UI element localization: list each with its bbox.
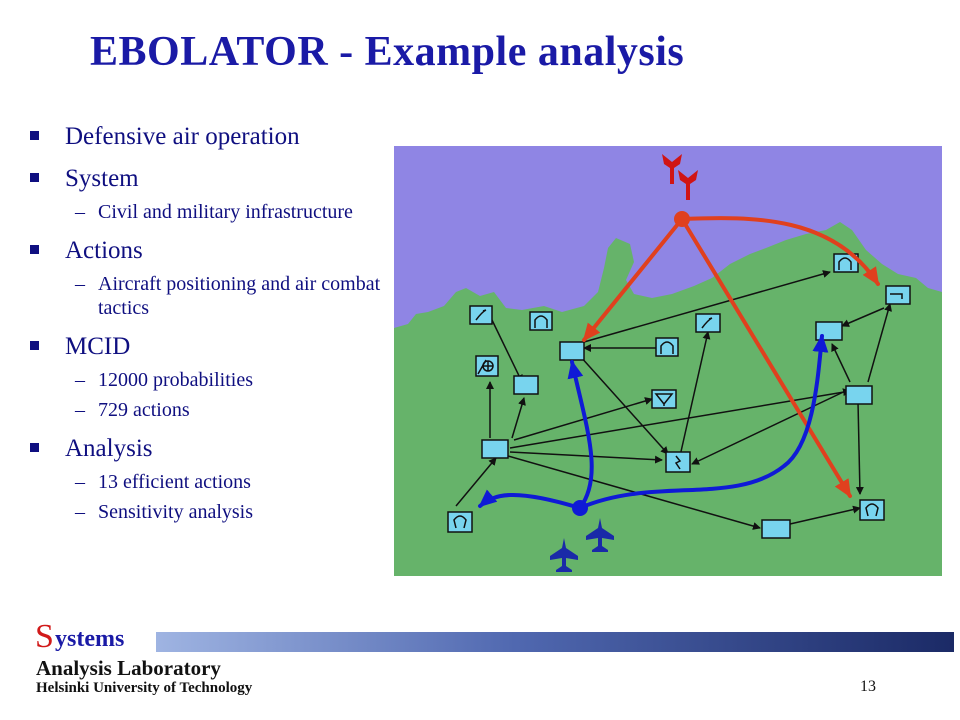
bullet-list bbox=[30, 122, 385, 536]
node-depot-icon bbox=[656, 338, 678, 356]
bullet-text: System bbox=[65, 165, 139, 192]
bullet-marker bbox=[30, 443, 39, 452]
sub-bullet-item bbox=[30, 470, 385, 494]
sub-bullet-text: 13 efficient actions bbox=[98, 471, 251, 493]
node-depot-icon bbox=[530, 312, 552, 330]
sub-bullet-dash: – bbox=[75, 501, 85, 523]
logo-initial: S bbox=[35, 618, 54, 655]
sub-bullet-text: Sensitivity analysis bbox=[98, 501, 253, 523]
node-building bbox=[762, 520, 790, 538]
sub-bullet-dash: – bbox=[75, 399, 85, 421]
bullet-item bbox=[30, 434, 385, 464]
node-light-icon bbox=[860, 500, 884, 520]
sub-bullet-dash: – bbox=[75, 201, 85, 223]
node-radar-icon bbox=[696, 314, 720, 332]
bullet-text: Defensive air operation bbox=[65, 123, 300, 150]
lab-name: Analysis Laboratory bbox=[36, 656, 221, 680]
slide-title: EBOLATOR - Example analysis bbox=[90, 29, 685, 75]
infrastructure-map bbox=[394, 146, 942, 576]
sub-bullet-item bbox=[30, 368, 385, 392]
sub-bullet-text: Aircraft positioning and air combat tactics bbox=[98, 273, 381, 319]
logo-word: ystems bbox=[55, 626, 125, 652]
bullet-text: Analysis bbox=[65, 435, 153, 462]
bullet-item bbox=[30, 122, 385, 152]
friendly-origin-point bbox=[572, 500, 588, 516]
node-power-icon bbox=[666, 452, 690, 472]
sub-bullet-dash: – bbox=[75, 471, 85, 493]
sub-bullet-text: 729 actions bbox=[98, 399, 190, 421]
bullet-marker bbox=[30, 131, 39, 140]
sub-bullet-item bbox=[30, 200, 385, 224]
bullet-marker bbox=[30, 341, 39, 350]
node-antenna-icon bbox=[652, 390, 676, 408]
node-building bbox=[482, 440, 508, 458]
bullet-marker bbox=[30, 173, 39, 182]
sub-bullet-text: 12000 probabilities bbox=[98, 369, 253, 391]
sub-bullet-text: Civil and military infrastructure bbox=[98, 201, 353, 223]
bullet-item bbox=[30, 332, 385, 362]
node-target-icon bbox=[476, 356, 498, 376]
node-radar-icon bbox=[470, 306, 492, 324]
footer-gradient-bar bbox=[156, 632, 954, 652]
bullet-text: MCID bbox=[65, 333, 131, 360]
node-light-icon bbox=[448, 512, 472, 532]
sub-bullet-item bbox=[30, 398, 385, 422]
node-fuel-icon bbox=[886, 286, 910, 304]
bullet-item bbox=[30, 164, 385, 194]
node-building bbox=[514, 376, 538, 394]
bullet-text: Actions bbox=[65, 237, 143, 264]
bullet-marker bbox=[30, 245, 39, 254]
node-building bbox=[560, 342, 584, 360]
enemy-origin-point bbox=[674, 211, 690, 227]
sub-bullet-dash: – bbox=[75, 369, 85, 391]
sub-bullet-dash: – bbox=[75, 273, 85, 295]
node-building bbox=[846, 386, 872, 404]
university-name: Helsinki University of Technology bbox=[36, 680, 253, 696]
sub-bullet-item bbox=[30, 500, 385, 524]
page-number: 13 bbox=[860, 678, 876, 695]
sub-bullet-item bbox=[30, 272, 385, 320]
bullet-item bbox=[30, 236, 385, 266]
